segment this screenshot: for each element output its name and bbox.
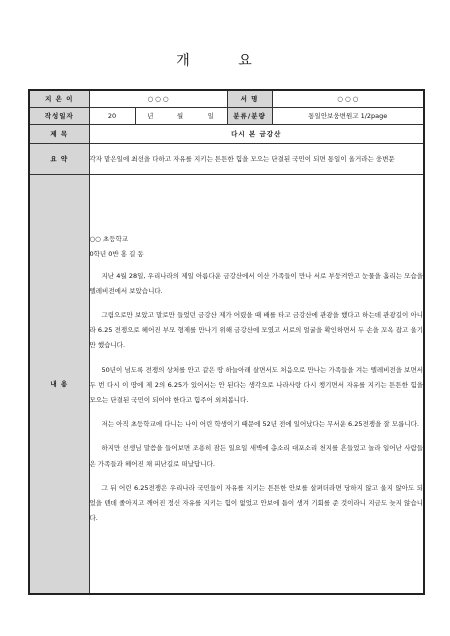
paragraph: 50년이 넘도록 전쟁의 상처를 안고 같은 땅 하늘아래 살면서도 처음으로 만나는 가족들을 겨는 텔레비전을 보면서 두 번 다시 이 땅에 제 2의 6.25가 있어서는 안 된다는 생각으로 나라사랑 다시 챙기면서 자유를 지키는 튼튼한 힘을 모으는 단결된 국민이 되어야 한다고 힘주어 외쳐봅니다. [89,365,424,404]
author-label: 지 은 이 [29,90,89,107]
date-month-unit: 월 [165,107,195,124]
subject-row [29,124,424,143]
summary-label: 요 약 [29,143,89,174]
signature-value: ○ ○ ○ [272,90,424,107]
paragraph: 하지만 선생님 말씀을 들어보면 조용히 잠든 일요일 새벽에 총소리 대포소리 천지를 흔들었고 놀라 일어난 사람들은 가족들과 헤어진 채 피난길로 떠났답니다. [89,444,424,468]
subject-label: 제 목 [29,124,89,143]
page-title: 개 요 [176,53,274,69]
class-and-name: 0학년 0반 홍 길 동 [89,250,144,259]
content-body [89,174,424,594]
content-row [29,174,424,594]
form-table [28,89,425,595]
signature-label: 서 명 [227,90,272,107]
author-value: ○ ○ ○ [89,90,227,107]
summary-row [29,143,424,174]
subject-value: 다시 본 금강산 [89,124,424,143]
date-day-unit: 일 [195,107,227,124]
school-name: ○○ 초등학교 [89,235,129,244]
content-label: 내 용 [29,174,89,594]
date-row [29,107,424,124]
paragraph: 그림으로만 보았고 말로만 들었던 금강산 제가 어렸을 때 배를 타고 금강산에 관광을 했다고 하는데 관광길이 아니라 6.25 전쟁으로 헤어진 부모 형제를 만나기 위해 금강산에 모였고 서로의 얼굴을 확인하면서 두 손을 꼬옥 잡고 울기만 했습니다. [89,310,424,350]
date-label: 작성일자 [29,107,89,124]
date-year-unit: 년 [135,107,165,124]
category-value: 통일안보웅변원고 1/2page [272,107,424,124]
paragraph: 그 뒤 어린 6.25전쟁은 우리나라 국민들이 자유를 지키는 튼튼한 안보를 살펴더라면 당하지 않고 울지 않아도 되었을 텐데 졸아지고 깨어진 정신 자유를 지키는 힘이 없었고 안보에 틈이 생겨 기회를 준 것이라니 지금도 늦지 않습니다. [89,483,424,523]
date-year: 20 [89,107,135,124]
summary-value: 각자 맡은일에 최선을 다하고 자유를 지키는 튼튼한 힘을 모으는 단결된 국민이 되면 통일이 올거라는 웅변문 [89,143,424,174]
author-row [29,90,424,107]
paragraph: 저는 아직 초등학교에 다니는 나이 어린 학생이기 때문에 52년 전에 일어났다는 무서운 6.25전쟁을 잘 모릅니다. [101,420,419,429]
paragraph: 지난 4월 28일, 우리나라의 제일 아름다운 금강산에서 이산 가족들이 만나 서로 부둥켜안고 눈물을 흘리는 모습을 텔레비전에서 보았습니다. [89,271,424,295]
category-label: 분류/분량 [227,107,272,124]
